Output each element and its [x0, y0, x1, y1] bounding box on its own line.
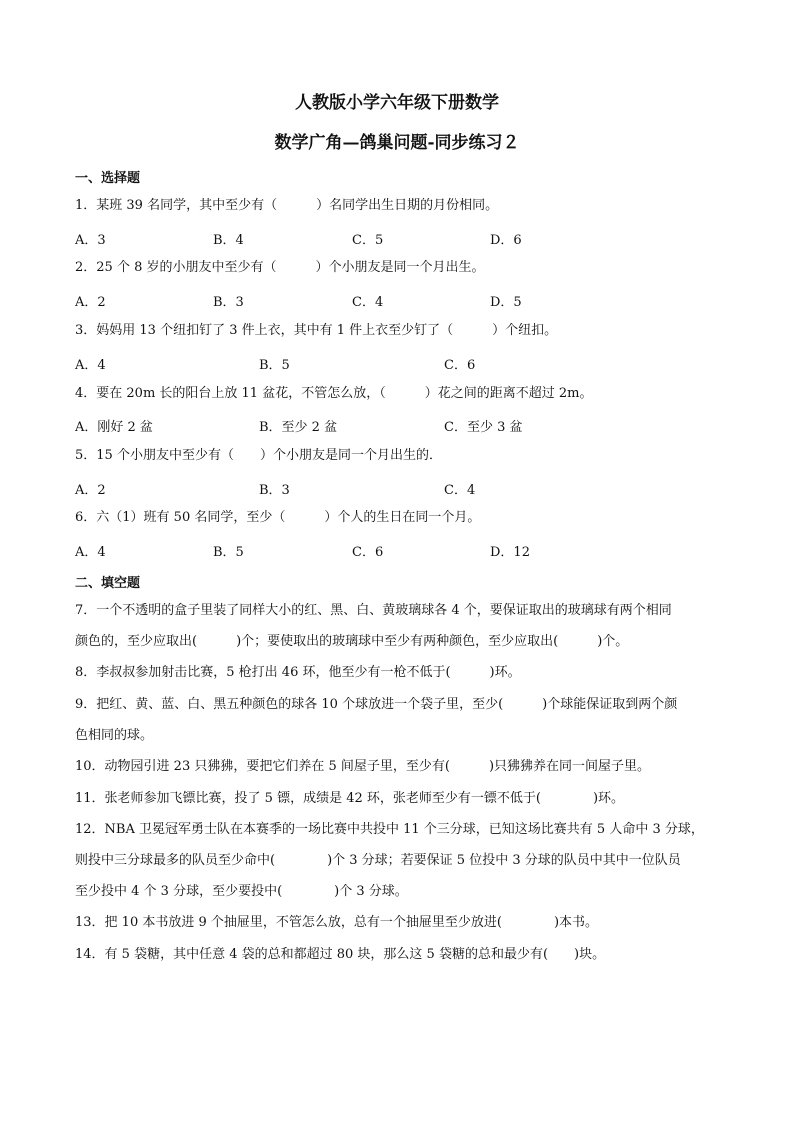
- question-7-line-2: 颜色的，至少应取出( )个；要使取出的玻璃球中至少有两种颜色，至少应取出( )个。: [75, 634, 629, 649]
- q5-option-b: B．3: [259, 483, 290, 498]
- question-5: 5．15 个小朋友中至少有（ ）个小朋友是同一个月出生的．: [75, 448, 442, 463]
- q1-option-a: A．3: [75, 233, 106, 248]
- q4-option-c: C．至少 3 盆: [444, 420, 523, 435]
- question-9-line-2: 色相同的球。: [75, 728, 154, 743]
- section-heading-choice: 一、选择题: [75, 171, 141, 186]
- q2-option-a: A．2: [75, 295, 106, 310]
- q5-option-c: C．4: [444, 483, 476, 498]
- question-6: 6．六（1）班有 50 名同学，至少（ ）个人的生日在同一个月。: [75, 510, 481, 525]
- question-10: 10．动物园引进 23 只狒狒，要把它们养在 5 间屋子里，至少有( )只狒狒养在同一间屋子里。: [75, 759, 651, 774]
- question-13: 13．把 10 本书放进 9 个抽屉里，不管怎么放，总有一个抽屉里至少放进( )本书。: [75, 915, 599, 930]
- question-12-line-2: 则投中三分球最多的队员至少命中( )个 3 分球；若要保证 5 位投中 3 分球的队员中其中一位队员: [75, 853, 681, 868]
- q2-option-c: C．4: [352, 295, 384, 310]
- page-subtitle: 数学广角—鸽巢问题-同步练习２: [274, 133, 520, 153]
- q6-option-d: D．12: [490, 545, 530, 560]
- q3-option-a: A．4: [75, 358, 106, 373]
- q2-option-d: D．5: [490, 295, 522, 310]
- question-4: 4．要在 20m 长的阳台上放 11 盆花，不管怎么放，（ ）花之间的距离不超过 2m。: [75, 386, 593, 401]
- question-11: 11．张老师参加飞镖比赛，投了 5 镖，成绩是 42 环，张老师至少有一镖不低于( )环。: [75, 791, 625, 806]
- q1-option-d: D．6: [490, 233, 522, 248]
- question-7-line-1: 7．一个不透明的盒子里装了同样大小的红、黑、白、黄玻璃球各 4 个，要保证取出的玻璃球有两个相同: [75, 603, 672, 618]
- question-14: 14．有 5 袋糖，其中任意 4 袋的总和都超过 80 块，那么这 5 袋糖的总和最少有( )块。: [75, 947, 606, 962]
- q6-option-c: C．6: [352, 545, 384, 560]
- page-title: 人教版小学六年级下册数学: [295, 93, 499, 113]
- q4-option-b: B．至少 2 盆: [259, 420, 338, 435]
- q1-option-c: C．5: [352, 233, 384, 248]
- q3-option-c: C．6: [444, 358, 476, 373]
- q2-option-b: B．3: [213, 295, 244, 310]
- question-9-line-1: 9．把红、黄、蓝、白、黑五种颜色的球各 10 个球放进一个袋子里，至少( )个球能保证取到两个颜: [75, 697, 678, 712]
- question-12-line-3: 至少投中 4 个 3 分球，至少要投中( )个 3 分球。: [75, 884, 408, 899]
- q6-option-a: A．4: [75, 545, 106, 560]
- question-2: 2．25 个 8 岁的小朋友中至少有（ ）个小朋友是同一个月出生。: [75, 260, 485, 275]
- q1-option-b: B．4: [213, 233, 244, 248]
- question-1: 1．某班 39 名同学，其中至少有（ ）名同学出生日期的月份相同。: [75, 198, 499, 213]
- q4-option-a: A．刚好 2 盆: [75, 420, 153, 435]
- question-8: 8．李叔叔参加射击比赛，5 枪打出 46 环，他至少有一枪不低于( )环。: [75, 665, 521, 680]
- q5-option-a: A．2: [75, 483, 106, 498]
- q6-option-b: B．5: [213, 545, 244, 560]
- question-12-line-1: 12．NBA 卫冕冠军勇士队在本赛季的一场比赛中共投中 11 个三分球，已知这场比赛共有 5 人命中 3 分球，: [75, 822, 704, 837]
- question-3: 3．妈妈用 13 个纽扣钉了 3 件上衣，其中有 1 件上衣至少钉了（ ）个纽扣。: [75, 323, 558, 338]
- section-heading-fill: 二、填空题: [75, 576, 141, 591]
- q3-option-b: B．5: [259, 358, 290, 373]
